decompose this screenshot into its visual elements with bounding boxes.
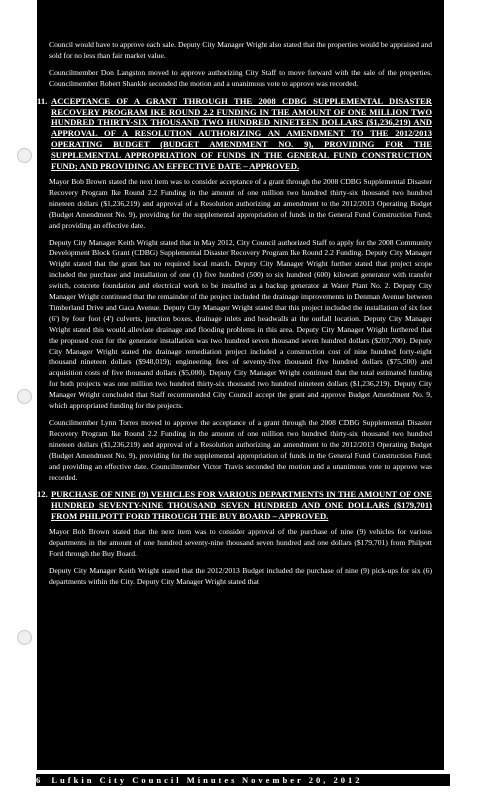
minutes-content — [37, 40, 432, 594]
agenda-item-12-title: PURCHASE OF NINE (9) VEHICLES FOR VARIOUS DEPARTMENTS IN THE AMOUNT OF ONE HUNDRED SEVENTY-NINE THOUSAND SEVEN HUNDRED AND ONE DOLLARS ($179,701) FROM PHILPOTT FORD THROUGH THE BUY BOARD – APPROVED. — [51, 489, 432, 522]
footer-page-number: 6 — [36, 775, 41, 785]
binder-hole-bottom — [17, 630, 32, 645]
agenda-item-12-heading — [37, 489, 432, 522]
binder-hole-middle — [17, 389, 32, 404]
agenda-item-12-number: 12. — [37, 489, 48, 500]
paragraph-grant-details: Deputy City Manager Keith Wright stated that in May 2012, City Council authorized Staff to apply for the 2008 Community Development Block Grant (CDBG) Supplemental Disaster Recovery Program Ike Round 2.2 Funding. Deputy City Manager Wright stated that the grant has no required local match. Deputy City Manager Wright further stated that project scope included the purchase and installation of one (1) five hundred (500) to six hundred (600) kilowatt generator with transfer switch, concrete foundation and electrical work to be installed as a backup generator at Water Plant No. 2. Deputy City Manager Wright continued that the remainder of the project included the drainage improvements in Denman Avenue between Timberland Drive and Gaca Avenue. Deputy City Manager Wright stated that this project included the installation of six foot (6') by four foot (4') culverts, junction boxes, drainage inlets and headwalls at the outfall location. Deputy City Manager Wright stated this would alleviate drainage and flooding problems in this area. Deputy City Manager Wright furthered that the proposed cost for the generator installation was two hundred seven thousand seven hundred dollars ($207,700). Deputy City Manager Wright stated the drainage remediation project included a construction cost of nine hundred forty-eight thousand nineteen dollars ($948,019); engineering fees of seventy-five thousand five hundred dollars ($75,500) and acquisition costs of five thousand dollars ($5,000). Deputy City Manager Wright continued that the total estimated funding for both projects was one million two hundred thirty-six thousand two hundred nineteen dollars ($1,236,219). Deputy City Manager Wright concluded that Staff recommended City Council accept the grant and approve Budget Amendment No. 9, which appropriated funding for the projects. — [49, 237, 432, 411]
paragraph-sale-motion: Councilmember Don Langston moved to approve authorizing City Staff to move forward with the sale of the properties. Councilmember Robert Shankle seconded the motion and a unanimous vote to approve was recorded. — [49, 67, 432, 88]
agenda-item-11-title: ACCEPTANCE OF A GRANT THROUGH THE 2008 CDBG SUPPLEMENTAL DISASTER RECOVERY PROGRAM IKE ROUND 2.2 FUNDING IN THE AMOUNT OF ONE MILLION TWO HUNDRED THIRTY-SIX THOUSAND TWO HUNDRED NINETEEN DOLLARS ($1,236,219) AND APPROVAL OF A RESOLUTION AUTHORIZING AN AMENDMENT TO THE 2012/2013 OPERATING BUDGET (BUDGET AMENDMENT NO. 9), PROVIDING FOR THE SUPPLEMENTAL APPROPRIATION OF FUNDS IN THE GENERAL FUND CONSTRUCTION FUND; AND PROVIDING AN EFFECTIVE DATE – APPROVED. — [51, 95, 432, 172]
agenda-item-11-heading — [37, 95, 432, 172]
paragraph-vehicles-intro: Mayor Bob Brown stated that the next item was to consider approval of the purchase of nine (9) vehicles for various departments in the amount of one hundred seventy-nine thousand seven hundred and one dollars ($179,701) from Philpott Ford through the Buy Board. — [49, 527, 432, 558]
paragraph-sale-approval-note: Council would have to approve each sale. Deputy City Manager Wright also stated that the properties would be appraised and sold for no less than fair market value. — [49, 40, 432, 60]
page-footer — [36, 774, 450, 786]
paragraph-grant-intro: Mayor Bob Brown stated the next item was to consider acceptance of a grant through the 2008 CDBG Supplemental Disaster Recovery Program Ike Round 2.2 Funding in the amount of one million two hundred thirty-six thousand two hundred nineteen dollars ($1,236,219) and approval of a Resolution authorizing an amendment to the 2012/2013 Operating Budget (Budget Amendment No. 9), providing for the supplemental appropriation of funds in the General Fund Construction Fund; and providing an effective date. — [49, 176, 432, 230]
paragraph-grant-motion: Councilmember Lynn Torres moved to approve the acceptance of a grant through the 2008 CDBG Supplemental Disaster Recovery Program Ike Round 2.2 Funding in the amount of one million two hundred thirty-six thousand two hundred nineteen dollars ($1,236,219) and approval of a Resolution authorizing an amendment to the 2012/2013 Operating Budget (Budget Amendment No. 9), providing for the supplemental appropriation of funds in the General Fund Construction Fund; and providing an effective date. Councilmember Victor Travis seconded the motion and a unanimous vote to approve was recorded. — [49, 418, 432, 482]
paragraph-vehicles-details: Deputy City Manager Keith Wright stated that the 2012/2013 Budget included the purchase of nine (9) pick-ups for six (6) departments within the City. Deputy City Manager Wright stated that — [49, 565, 432, 586]
minutes-page — [37, 0, 444, 770]
footer-document-title: Lufkin City Council Minutes — [51, 775, 238, 785]
binder-hole-top — [17, 148, 32, 163]
footer-meeting-date: November 20, 2012 — [242, 775, 363, 785]
agenda-item-11-number: 11. — [37, 95, 48, 106]
